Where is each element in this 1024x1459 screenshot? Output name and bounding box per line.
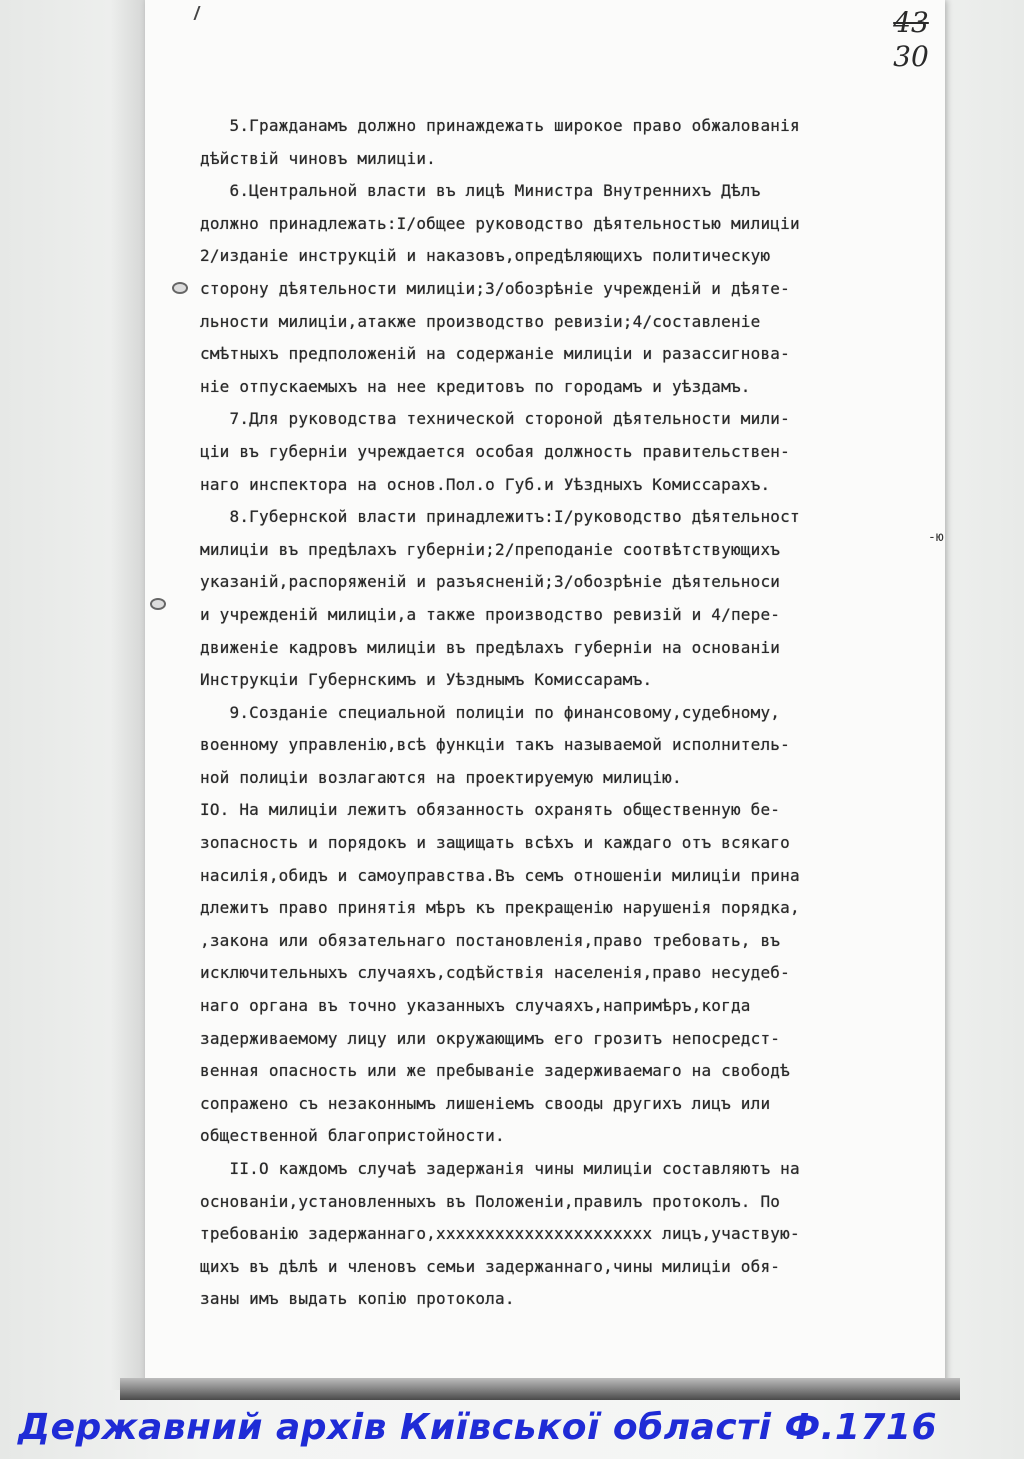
typed-line: наго инспектора на основ.Пол.о Губ.и Уѣздныхъ Комиссарахъ. — [200, 474, 771, 494]
typed-line: ной полицiи возлагаются на проектируемую милицiю. — [200, 767, 682, 787]
typed-line: требованiю задержаннаго,xxxxxxxxxxxxxxxxxxxxxx лицъ,участвую- — [200, 1224, 800, 1244]
typed-line: военному управленiю,всѣ функцiи такъ называемой исполнитель- — [200, 735, 790, 755]
typed-line: заны имъ выдать копiю протокола. — [200, 1289, 515, 1309]
typed-line: 9.Созданiе специальной полицiи по финансовому,судебному, — [200, 702, 781, 722]
typed-line: венная опасность или же пребыванiе задерживаемаго на свободѣ — [200, 1061, 790, 1081]
typed-line: 7.Для руководства технической стороной дѣятельности мили- — [200, 409, 790, 429]
typed-line: милицiи въ предѣлахъ губернiи;2/преподанiе соотвѣтствующихъ — [200, 539, 781, 559]
typed-line: Инструкцiи Губернскимъ и Уѣзднымъ Комиссарамъ. — [200, 670, 653, 690]
typed-line: задерживаемому лицу или окружающимъ его грозитъ непосредст- — [200, 1028, 781, 1048]
binding-shadow — [110, 0, 150, 1390]
typed-line: цiи въ губернiи учреждается особая должность правительствен- — [200, 441, 790, 461]
current-page-number: 30 — [893, 40, 929, 73]
typed-line: нiе отпускаемыхъ на нее кредитовъ по городамъ и уѣздамъ. — [200, 376, 751, 396]
punch-hole-icon — [172, 282, 188, 294]
typed-line: 5.Гражданамъ должно принаждежать широкое право обжалованiя — [200, 116, 800, 135]
typed-line: дѣйствiй чиновъ милицiи. — [200, 148, 436, 168]
typed-line: щихъ въ дѣлѣ и членовъ семьи задержаннаго,чины милицiи обя- — [200, 1256, 781, 1276]
typed-line: зопасность и порядокъ и защищать всѣхъ и каждаго отъ всякаго — [200, 833, 790, 853]
punch-hole-icon — [150, 598, 166, 610]
typed-text-body — [200, 110, 960, 1316]
typed-line: общественной благопристойности. — [200, 1126, 505, 1146]
typed-line: II.О каждомъ случаѣ задержанiя чины милицiи составляютъ на — [200, 1159, 800, 1178]
typed-line: ,закона или обязательнаго постановленiя,право требовать, въ — [200, 930, 781, 950]
typed-line: смѣтныхъ предположенiй на содержанiе милицiи и разассигнова- — [200, 344, 790, 364]
typed-line: длежитъ право принятiя мѣръ къ прекращенiю нарушенiя порядка, — [200, 898, 800, 918]
typed-line: движенiе кадровъ милицiи въ предѣлахъ губернiи на основанiи — [200, 637, 781, 657]
typed-line: и учрежденiй милицiи,а также производство ревизiй и 4/пере- — [200, 604, 781, 624]
typed-line: льности милицiи,атакже производство ревизiи;4/составленiе — [200, 311, 761, 331]
typed-line: основанiи,установленныхъ въ Положенiи,правилъ протоколъ. По — [200, 1191, 781, 1211]
typed-line: 6.Центральной власти въ лицѣ Министра Внутреннихъ Дѣлъ — [200, 181, 761, 201]
typed-line: сторону дѣятельности милицiи;3/обозрѣнiе учрежденiй и дѣяте- — [200, 278, 790, 298]
typed-line: исключительныхъ случаяхъ,содѣйствiя населенiя,право несудеб- — [200, 963, 790, 983]
typed-line: 2/изданiе инструкцiй и наказовъ,опредѣляющихъ политическую — [200, 246, 771, 266]
typed-line: насилiя,обидъ и самоуправства.Въ семъ отношенiи милицiи прина — [200, 865, 800, 885]
typed-line: наго органа въ точно указанныхъ случаяхъ,напримѣръ,когда — [200, 996, 751, 1016]
typed-line: 8.Губернской власти принадлежитъ:I/руководство дѣятельност — [200, 507, 800, 527]
archive-caption: Державний архів Київської області Ф.1716 — [18, 1407, 938, 1448]
typed-line: указанiй,распоряженiй и разъясненiй;3/обозрѣнiе дѣятельноси — [200, 572, 781, 592]
archive-page-numbers — [876, 6, 946, 74]
old-page-number: 43 — [893, 6, 929, 39]
page-bottom-edge — [120, 1378, 960, 1400]
typed-line: должно принадлежать:I/общее руководство дѣятельностью милицiи — [200, 213, 800, 233]
typed-line: сопражено съ незаконнымъ лишенiемъ свооды другихъ лицъ или — [200, 1093, 771, 1113]
margin-correction: -ю — [928, 530, 944, 545]
typed-line: IO. На милицiи лежитъ обязанность охранять общественную бе- — [200, 800, 781, 820]
